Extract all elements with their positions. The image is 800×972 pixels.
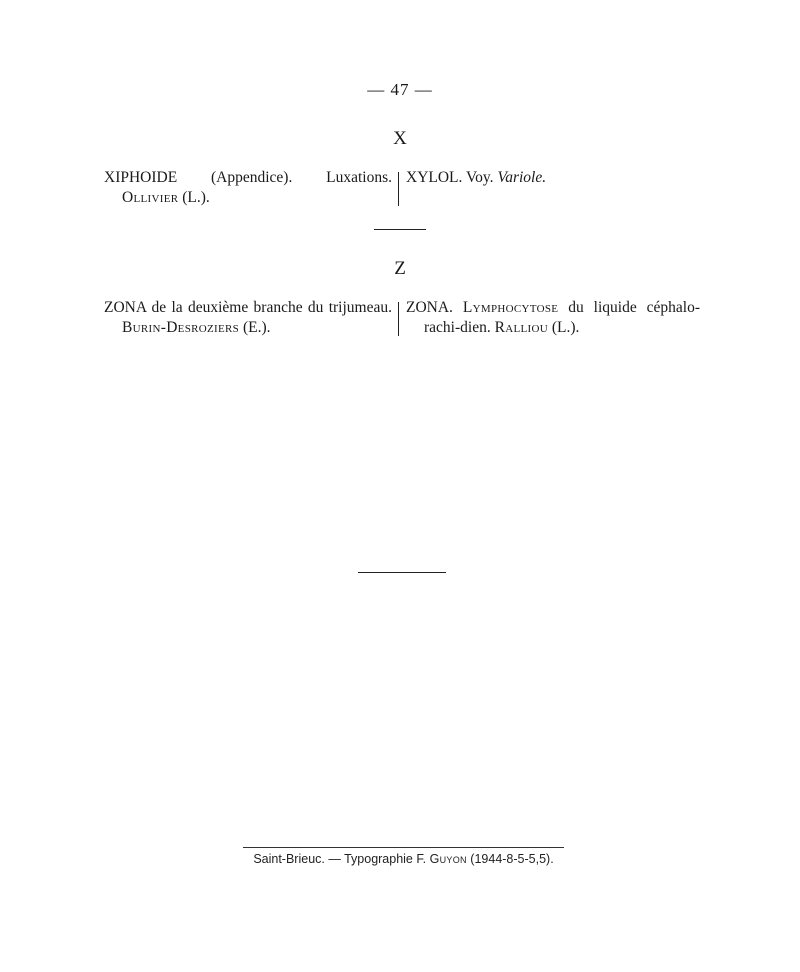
column-divider <box>398 172 399 206</box>
entry-column-right <box>406 298 700 338</box>
entry-author-initial: (E.). <box>242 319 271 336</box>
index-entry <box>104 298 392 338</box>
index-entry <box>406 168 700 188</box>
entry-author-initial: (L.). <box>551 319 580 336</box>
entry-text: du liquide céphalo-rachi-dien. <box>424 299 701 336</box>
end-rule <box>358 572 446 573</box>
entry-head: XIPHOIDE (Appendice). Luxations. <box>104 169 392 186</box>
footer-rule <box>243 847 564 848</box>
section-separator <box>374 229 426 230</box>
entry-head: XYLOL. Voy. <box>406 169 494 186</box>
imprint-place: Saint-Brieuc. — Typographie F. <box>253 852 427 866</box>
entry-head: ZONA. <box>406 299 453 316</box>
entry-column-left <box>104 298 392 338</box>
column-divider <box>398 302 399 336</box>
entry-head: ZONA de la deuxième branche du trijumeau. <box>104 299 392 316</box>
entry-column-right <box>406 168 700 188</box>
entry-author: Burin-Desroziers <box>122 319 240 336</box>
entry-author: Ollivier <box>122 189 179 206</box>
imprint-printer: Guyon <box>429 852 467 866</box>
entry-author-initial: (L.). <box>182 189 210 206</box>
entry-subject: Lymphocytose <box>462 299 559 316</box>
index-entry <box>104 168 392 208</box>
section-letter-x: X <box>393 128 407 149</box>
imprint-code: (1944-8-5-5,5). <box>470 852 554 866</box>
page-number: — 47 — <box>367 80 433 99</box>
entry-column-left <box>104 168 392 208</box>
index-entry <box>406 298 700 338</box>
entry-cross-reference: Variole. <box>497 169 547 186</box>
section-letter-z: Z <box>394 258 406 279</box>
printer-imprint <box>243 852 564 866</box>
entry-author: Ralliou <box>494 319 548 336</box>
